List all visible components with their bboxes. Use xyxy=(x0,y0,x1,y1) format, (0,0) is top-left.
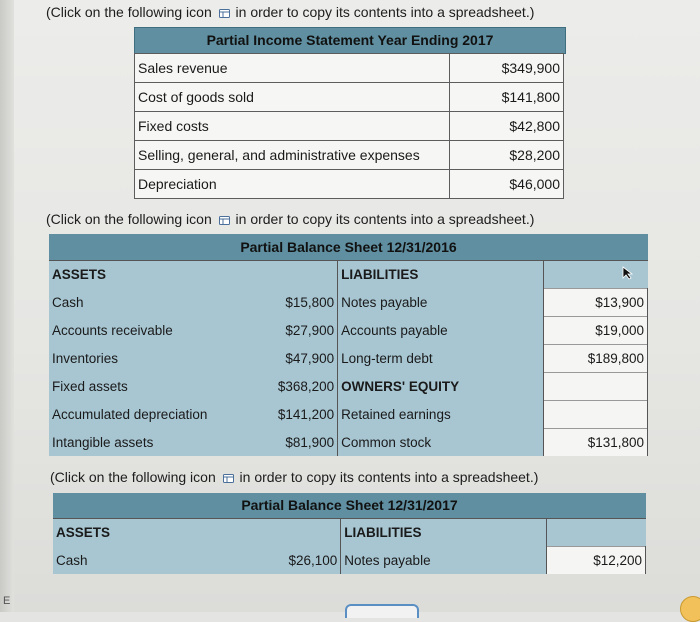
balance-2016-table xyxy=(49,260,648,456)
asset-label: Fixed assets xyxy=(49,373,224,401)
assets-value-header-cell xyxy=(228,519,341,547)
asset-label: Cash xyxy=(53,547,228,575)
left-edge-glyph: E xyxy=(3,595,11,607)
liability-label: Notes payable xyxy=(338,289,543,317)
mouse-pointer-icon xyxy=(622,266,634,285)
copy-caption-1 xyxy=(46,4,534,20)
balance-2017-table xyxy=(53,518,646,574)
liability-label: Retained earnings xyxy=(338,401,543,429)
table-row xyxy=(49,401,648,429)
caption-text: (Click on the following icon xyxy=(46,211,212,227)
liabilities-header: LIABILITIES xyxy=(341,519,547,547)
bottom-button[interactable] xyxy=(345,604,419,618)
copy-caption-2 xyxy=(46,211,534,227)
income-row-value: $28,200 xyxy=(450,141,564,170)
asset-value: $27,900 xyxy=(224,317,337,345)
table-row xyxy=(49,317,648,345)
table-row xyxy=(49,345,648,373)
caption-text: in order to copy its contents into a spreadsheet.) xyxy=(235,211,535,227)
liability-label: Long-term debt xyxy=(338,345,543,373)
income-row-value: $141,800 xyxy=(450,83,564,112)
income-statement-title: Partial Income Statement Year Ending 2017 xyxy=(134,27,566,54)
asset-value: $26,100 xyxy=(228,547,341,575)
copy-spreadsheet-icon[interactable] xyxy=(219,9,230,18)
assets-value-header-cell xyxy=(224,261,337,289)
table-row xyxy=(53,547,646,575)
copy-spreadsheet-icon[interactable] xyxy=(223,474,234,483)
liability-value[interactable]: $19,000 xyxy=(543,317,647,345)
left-edge-strip xyxy=(0,0,14,612)
income-statement-table xyxy=(134,53,564,199)
income-row-value: $42,800 xyxy=(450,112,564,141)
liability-label: OWNERS' EQUITY xyxy=(338,373,543,401)
assets-header: ASSETS xyxy=(53,519,228,547)
copy-spreadsheet-icon[interactable] xyxy=(219,216,230,225)
liability-value[interactable]: $12,200 xyxy=(547,547,646,575)
income-row-value: $46,000 xyxy=(450,170,564,199)
caption-text: in order to copy its contents into a spreadsheet.) xyxy=(235,4,535,20)
copy-caption-3 xyxy=(50,469,538,485)
caption-text: (Click on the following icon xyxy=(46,4,212,20)
liability-value[interactable]: $189,800 xyxy=(543,345,647,373)
asset-label: Accounts receivable xyxy=(49,317,224,345)
asset-value: $47,900 xyxy=(224,345,337,373)
liability-value[interactable]: $131,800 xyxy=(543,429,647,457)
caption-text: (Click on the following icon xyxy=(50,469,216,485)
liability-value[interactable]: $13,900 xyxy=(543,289,647,317)
table-header-row xyxy=(49,261,648,289)
income-row-label: Fixed costs xyxy=(135,112,450,141)
balance-2016-title: Partial Balance Sheet 12/31/2016 xyxy=(49,234,648,260)
asset-label: Cash xyxy=(49,289,224,317)
asset-value: $15,800 xyxy=(224,289,337,317)
assets-header: ASSETS xyxy=(49,261,224,289)
income-row-value: $349,900 xyxy=(450,54,564,83)
liabilities-header: LIABILITIES xyxy=(338,261,543,289)
table-row xyxy=(135,54,564,83)
asset-value: $368,200 xyxy=(224,373,337,401)
income-row-label: Depreciation xyxy=(135,170,450,199)
liability-label: Accounts payable xyxy=(338,317,543,345)
table-row xyxy=(49,289,648,317)
asset-label: Accumulated depreciation xyxy=(49,401,224,429)
table-header-row xyxy=(53,519,646,547)
asset-value: $141,200 xyxy=(224,401,337,429)
table-row xyxy=(135,170,564,199)
income-row-label: Sales revenue xyxy=(135,54,450,83)
asset-value: $81,900 xyxy=(224,429,337,457)
income-row-label: Selling, general, and administrative expenses xyxy=(135,141,450,170)
liability-label: Notes payable xyxy=(341,547,547,575)
liabilities-value-header-cell xyxy=(547,519,646,547)
table-row xyxy=(49,373,648,401)
asset-label: Inventories xyxy=(49,345,224,373)
caption-text: in order to copy its contents into a spreadsheet.) xyxy=(239,469,539,485)
table-row xyxy=(135,83,564,112)
table-row xyxy=(135,112,564,141)
liability-label: Common stock xyxy=(338,429,543,457)
asset-label: Intangible assets xyxy=(49,429,224,457)
liability-value[interactable] xyxy=(543,373,647,401)
help-badge-icon[interactable] xyxy=(680,596,700,622)
income-row-label: Cost of goods sold xyxy=(135,83,450,112)
balance-2017-title: Partial Balance Sheet 12/31/2017 xyxy=(53,493,646,518)
table-row xyxy=(135,141,564,170)
liability-value[interactable] xyxy=(543,401,647,429)
table-row xyxy=(49,429,648,457)
